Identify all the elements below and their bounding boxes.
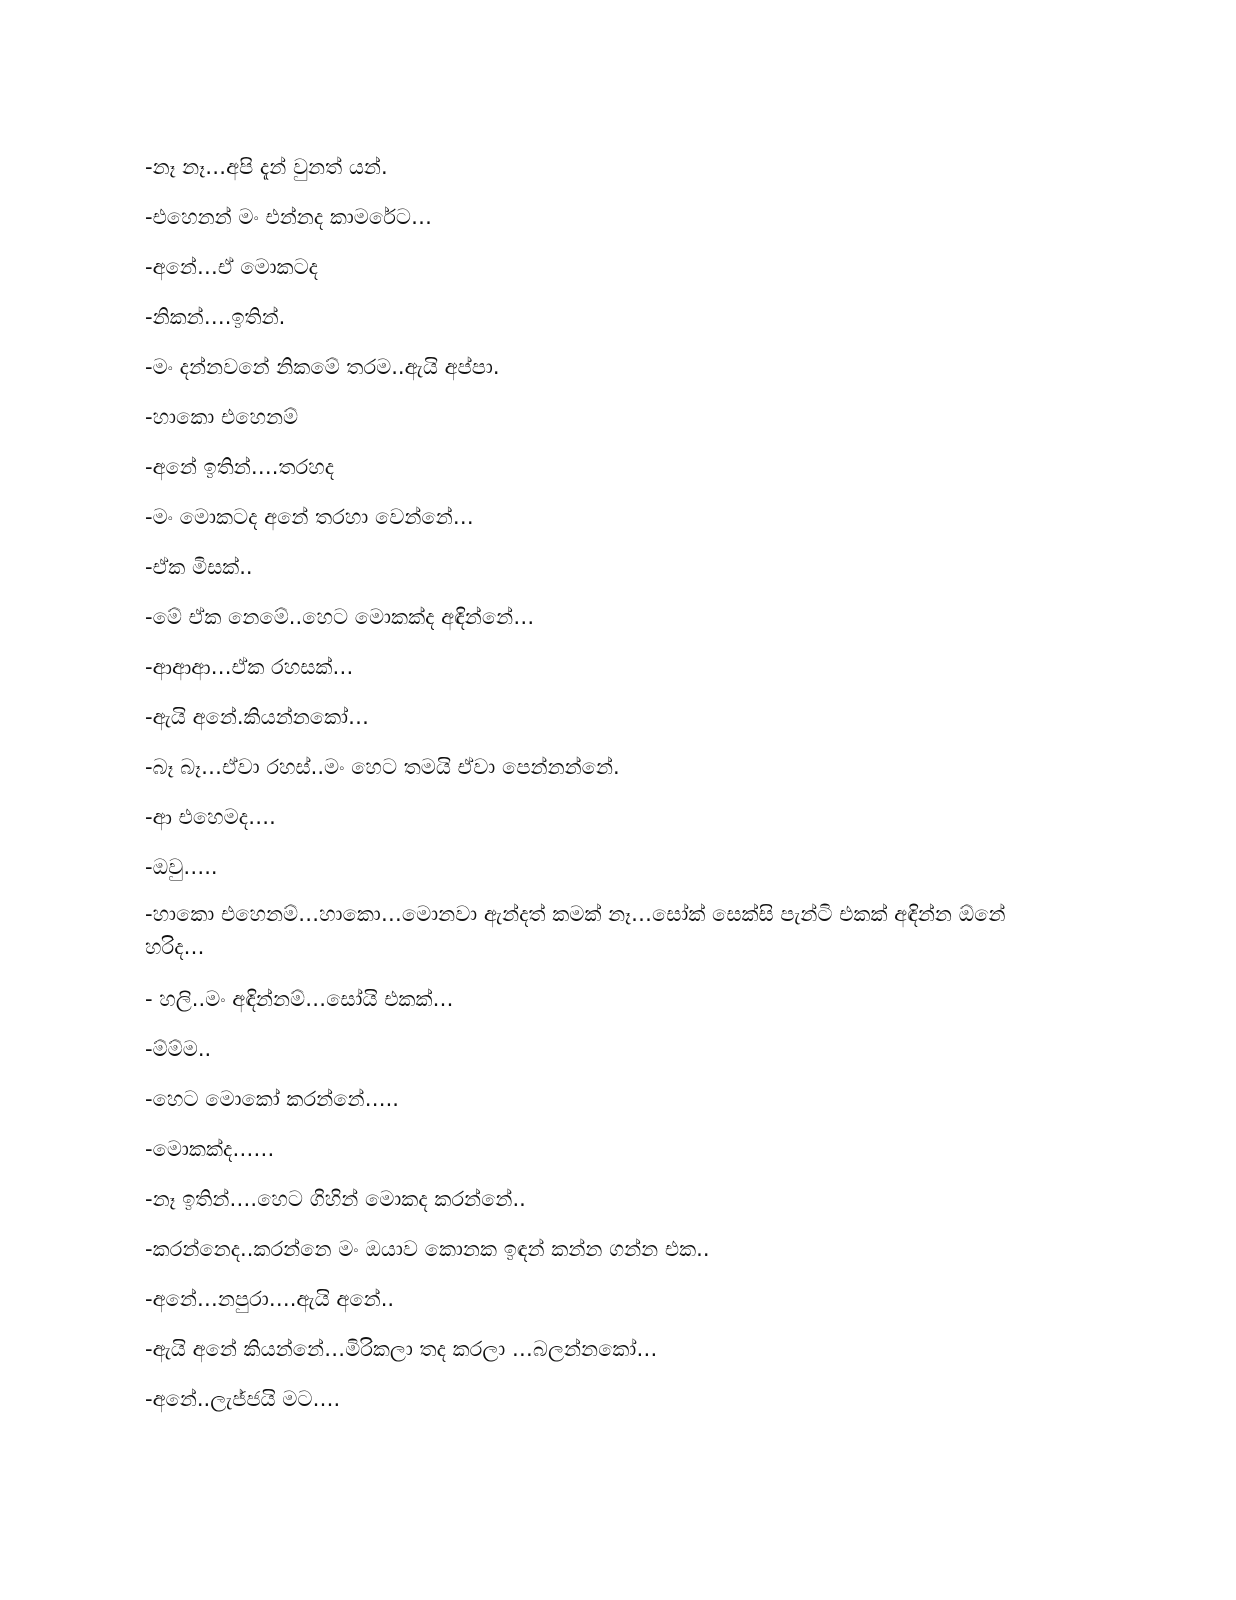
dialogue-line: -ඔවු…..	[145, 855, 218, 879]
dialogue-line: -නෑ ඉතින්….හෙට ගිහින් මොකද කරන්නේ..	[145, 1187, 526, 1211]
dialogue-line: -ඒක මිසක්..	[145, 555, 253, 579]
dialogue-line: -ආආආ…ඒක රහසක්…	[145, 655, 354, 679]
dialogue-line: -ම්ම්ම..	[145, 1037, 212, 1061]
dialogue-line: -බෑ බෑ…ඒවා රහස්..මං හෙට තමයි ඒවා පෙන්නන්නේ.	[145, 755, 620, 779]
dialogue-line: -හෙට මොකෝ කරන්නේ…..	[145, 1087, 399, 1111]
dialogue-line: -නිකන්….ඉතින්.	[145, 305, 286, 329]
dialogue-line: -මං දන්නවනේ නිකමේ තරම..ඇයි අප්පා.	[145, 355, 500, 379]
dialogue-line: -එහෙනන් මං එන්නද කාමරේට…	[145, 205, 432, 229]
dialogue-line: -මේ ඒක නෙමේ..හෙට මොකක්ද අඳින්නේ…	[145, 605, 535, 629]
dialogue-line: -අනේ ඉතින්….තරහද	[145, 455, 335, 479]
dialogue-line: - හලි..මං අඳින්නම්…සෝයි එකක්…	[145, 987, 454, 1011]
dialogue-line: -කරන්නෙද..කරන්නෙ මං ඔයාව කොනක ඉඳන් කන්න ගන්න එක..	[145, 1237, 710, 1261]
dialogue-line: -හාකො එහෙනම්	[145, 405, 299, 429]
dialogue-line: -මං මොකටද අනේ තරහා වෙන්නේ…	[145, 505, 474, 529]
dialogue-line: -ඇයි අනේ කියන්නේ…මිරිකලා තද කරලා …බලන්නකෝ…	[145, 1337, 658, 1361]
dialogue-line: -නෑ නෑ…අපි දැන් වුනත් යන්.	[145, 155, 388, 179]
dialogue-line: -ඇයි අනේ.කියන්නකෝ…	[145, 705, 370, 729]
dialogue-line: -අනේ…නපුරා….ඇයි අනේ..	[145, 1287, 395, 1311]
dialogue-line: -අනේ…ඒ මොකටද	[145, 255, 318, 279]
dialogue-line: -හාකො එහෙනම්…හාකො…මොනවා ඇන්දත් කමක් නෑ…සෝක් සෙක්සි පැන්ටි එකක් අඳින්න ඕනේ හරිද…	[145, 902, 1013, 959]
dialogue-line: -මොකක්ද……	[145, 1137, 275, 1161]
dialogue-text	[145, 142, 1025, 1424]
dialogue-line: -ආ එහෙමද….	[145, 805, 276, 829]
dialogue-line: -අනේ..ලැජ්ජයි මට….	[145, 1387, 341, 1411]
